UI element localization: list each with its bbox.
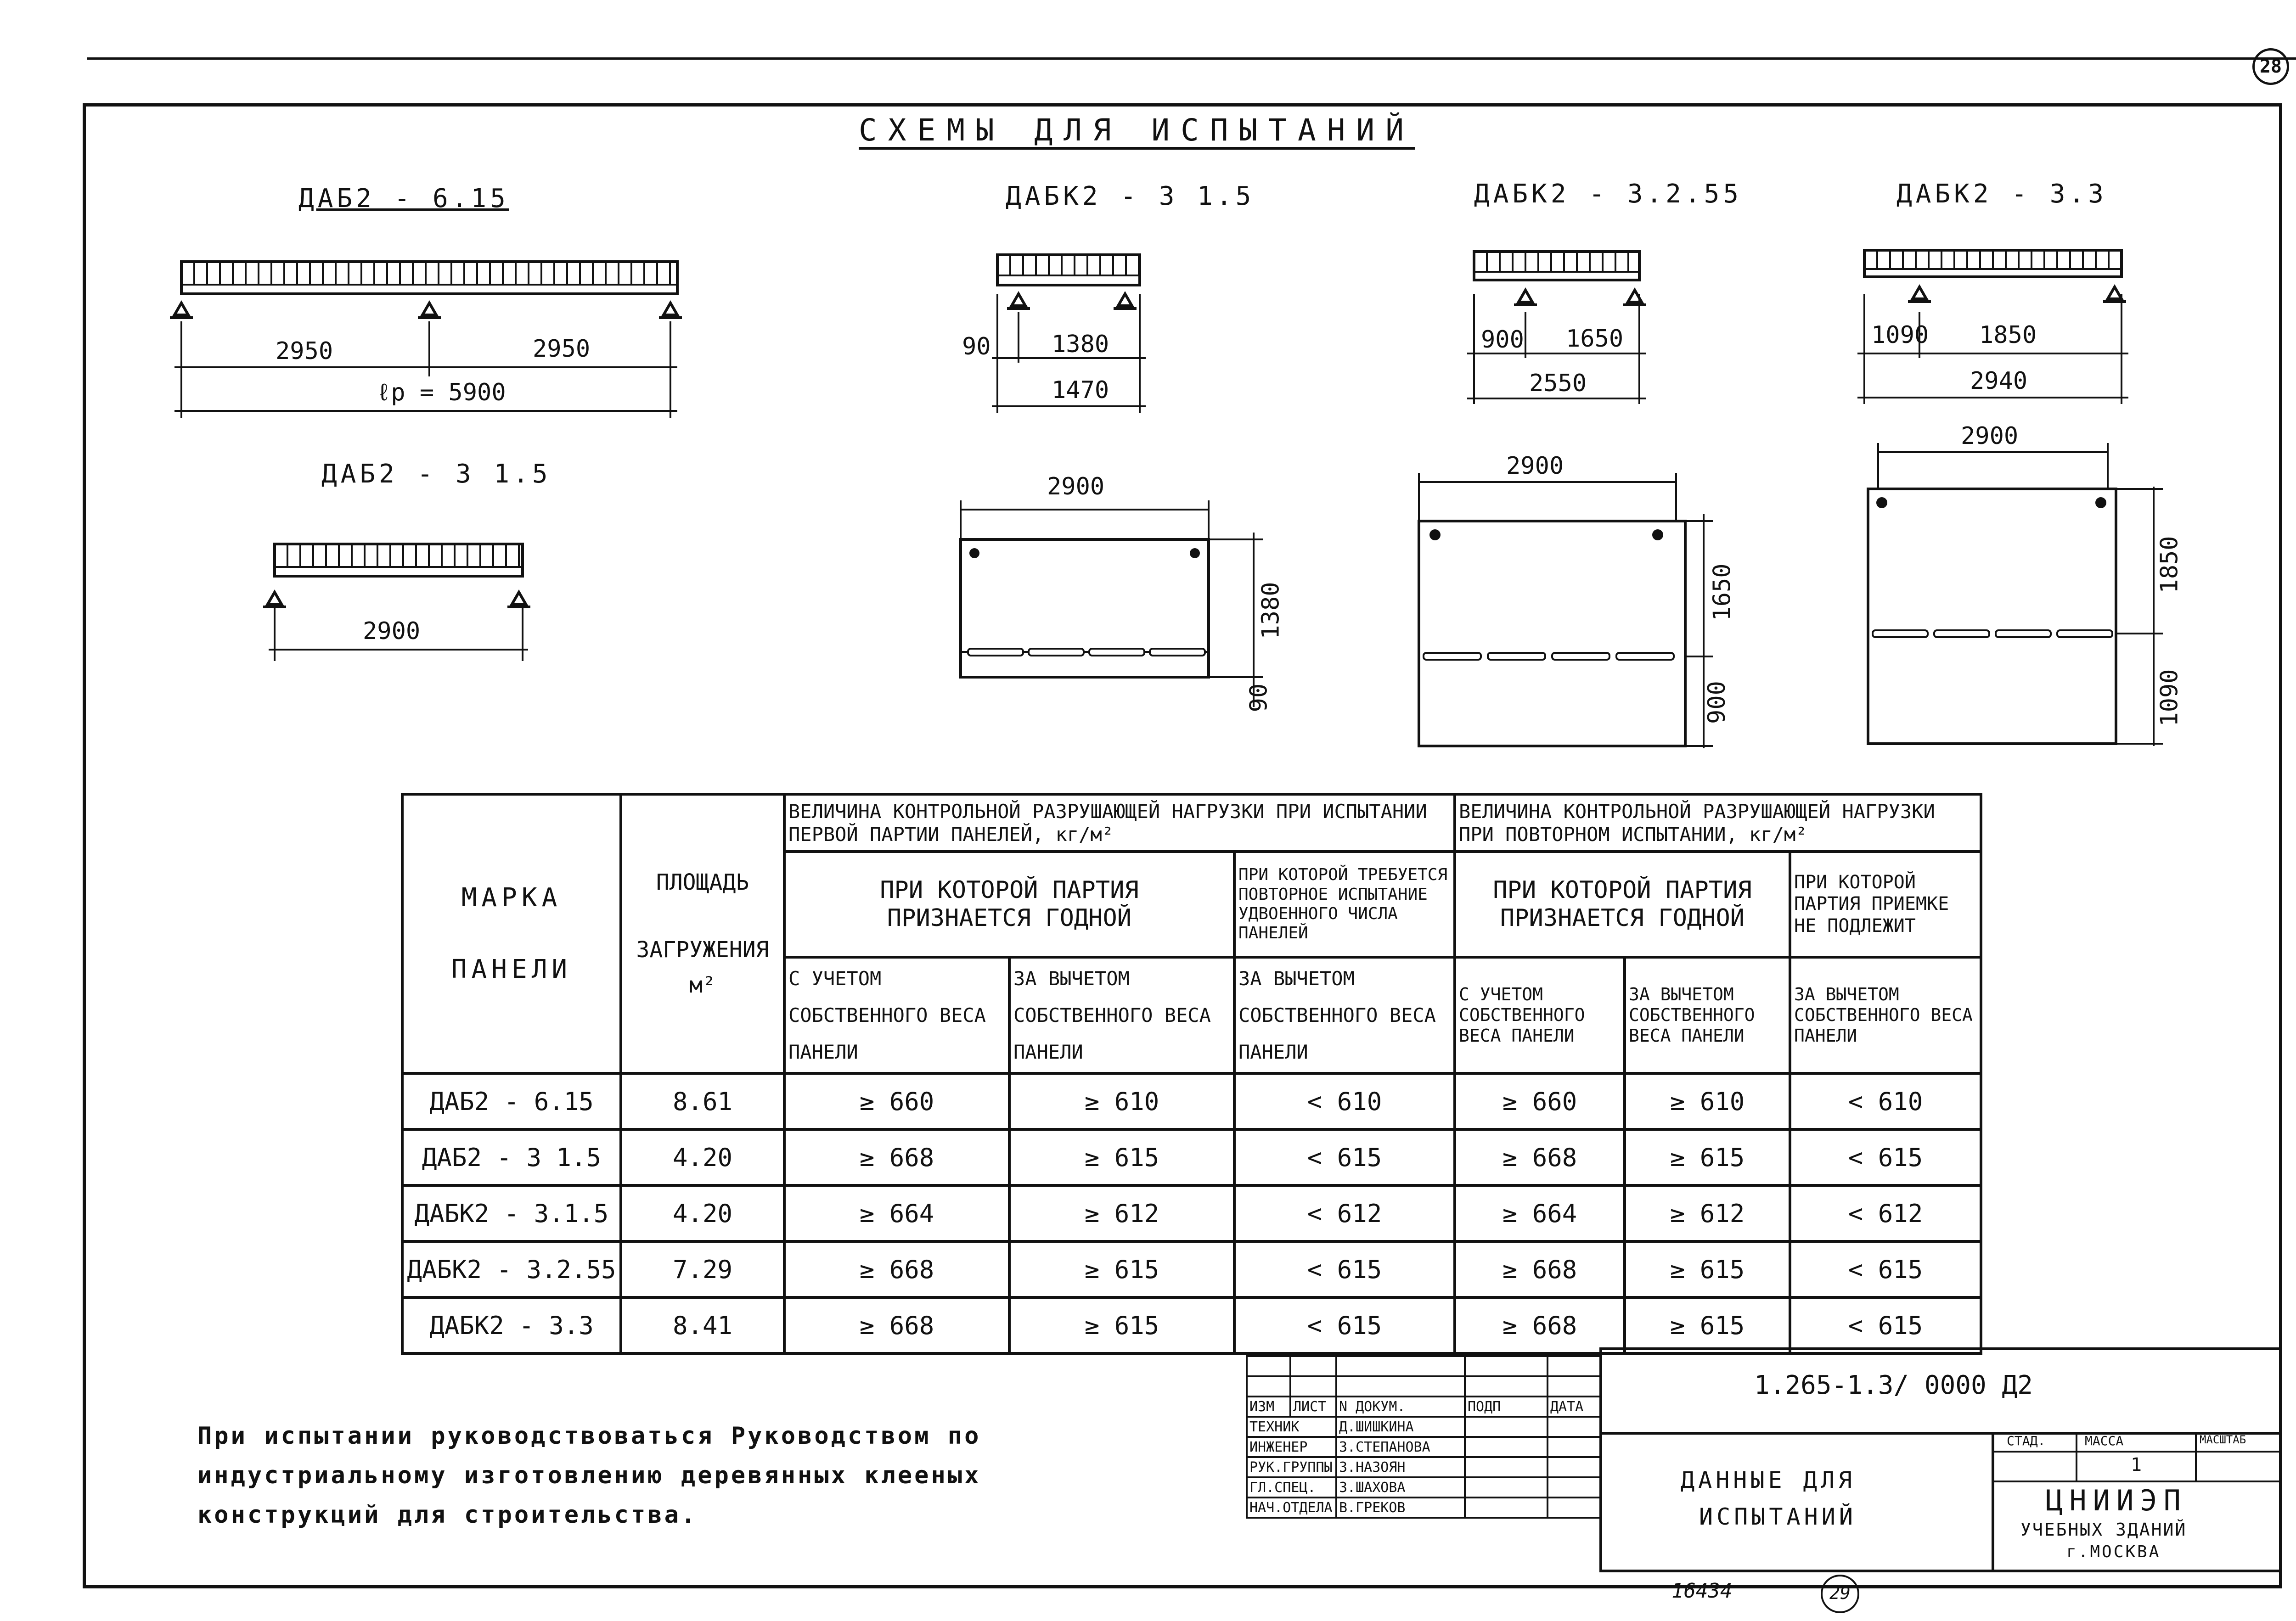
row-value: < 610 (1790, 1073, 1981, 1129)
stamp-org-rule-2 (1992, 1481, 2282, 1482)
row-value: ≥ 668 (1455, 1297, 1625, 1353)
row-value: ≥ 615 (1625, 1297, 1790, 1353)
dim-s4-a: 900 (1481, 326, 1524, 353)
row-value: < 612 (1790, 1185, 1981, 1241)
plan-1 (961, 500, 1263, 707)
stamp-person: З.СТЕПАНОВА (1336, 1437, 1465, 1457)
scheme-label-1: ДАБ2 - 6.15 (298, 184, 509, 213)
row-value: ≥ 664 (1455, 1185, 1625, 1241)
header-group1: ВЕЛИЧИНА КОНТРОЛЬНОЙ РАЗРУШАЮЩЕЙ НАГРУЗКИ ПРИ ИСПЫТАНИИ ПЕРВОЙ ПАРТИИ ПАНЕЛЕЙ, кг/м² (784, 794, 1455, 852)
header-ploshad: ПЛОЩАДЬ (656, 869, 749, 896)
dim-s1-span: ℓр = 5900 (377, 379, 506, 406)
row-area: 8.41 (621, 1297, 784, 1353)
stamp-org-3: г.МОСКВА (2066, 1542, 2161, 1561)
scheme-label-4: ДАБК2 - 3.2.55 (1474, 179, 1743, 209)
row-value: < 615 (1790, 1129, 1981, 1185)
dim-p1-width: 2900 (1047, 473, 1105, 500)
stamp-v-stad: 1 (2131, 1454, 2142, 1475)
row-value: ≥ 660 (784, 1073, 1009, 1129)
stamp-org-rule-1 (1992, 1451, 2282, 1453)
page-title: СХЕМЫ ДЛЯ ИСПЫТАНИЙ (859, 112, 1415, 148)
row-area: 7.29 (621, 1241, 784, 1297)
inventory-number: 16434 (1671, 1579, 1733, 1603)
stamp-org-1: ЦНИИЭП (2046, 1484, 2187, 1517)
row-marka: ДАБК2 - 3.3 (402, 1297, 621, 1353)
row-value: ≥ 615 (1625, 1129, 1790, 1185)
header-zagruzh: ЗАГРУЖЕНИЯ (636, 937, 769, 963)
header-group2: ВЕЛИЧИНА КОНТРОЛЬНОЙ РАЗРУШАЮЩЕЙ НАГРУЗКИ ПРИ ПОВТОРНОМ ИСПЫТАНИИ, кг/м² (1455, 794, 1981, 852)
stamp-role: РУК.ГРУППЫ (1247, 1457, 1336, 1477)
row-value: ≥ 612 (1625, 1185, 1790, 1241)
stamp-person: В.ГРЕКОВ (1336, 1498, 1465, 1518)
stamp-person: З.ШАХОВА (1336, 1477, 1465, 1498)
plan-2 (1419, 473, 1713, 748)
header-marka: МАРКА (461, 883, 562, 913)
stamp-sheet-title-2: ИСПЫТАНИЙ (1699, 1503, 1857, 1530)
row-value: ≥ 668 (1455, 1241, 1625, 1297)
scheme-label-3: ДАБК2 - 3 1.5 (1006, 181, 1255, 211)
note-line-2: индустриальному изготовлению деревянных клееных (197, 1462, 981, 1489)
header-godnoi-1: ПРИ КОТОРОЙ ПАРТИЯ ПРИЗНАЕТСЯ ГОДНОЙ (784, 852, 1234, 957)
dim-s3-b: 1380 (1052, 331, 1109, 358)
dim-p3-h: 1850 (2155, 536, 2183, 594)
row-value: ≥ 612 (1009, 1185, 1234, 1241)
stamp-title-box (1599, 1432, 1994, 1572)
page-circle-number: 29 (1829, 1583, 1851, 1603)
stamp-h-massa: МАССА (2085, 1433, 2124, 1448)
stamp-h-ndok: N ДОКУМ. (1336, 1397, 1465, 1417)
dim-s3-a: 90 (962, 333, 991, 360)
row-value: < 615 (1790, 1297, 1981, 1353)
row-marka: ДАБК2 - 3.1.5 (402, 1185, 621, 1241)
dim-s5-b: 1850 (1979, 321, 2037, 349)
stamp-h-podp: ПОДП (1465, 1397, 1548, 1417)
header-ne-podlezhit: ПРИ КОТОРОЙ ПАРТИЯ ПРИЕМКЕ НЕ ПОДЛЕЖИТ (1790, 852, 1981, 957)
stamp-role: НАЧ.ОТДЕЛА (1247, 1498, 1336, 1518)
row-value: < 610 (1234, 1073, 1455, 1129)
dim-p3-width: 2900 (1961, 422, 2019, 450)
row-marka: ДАБ2 - 3 1.5 (402, 1129, 621, 1185)
row-value: < 615 (1790, 1241, 1981, 1297)
row-value: ≥ 668 (784, 1297, 1009, 1353)
row-value: ≥ 610 (1625, 1073, 1790, 1129)
dim-s4-b: 1650 (1566, 325, 1624, 353)
stamp-table (1246, 1355, 1601, 1519)
table-row (402, 1241, 1981, 1297)
stamp-h-stad: СТАД. (2007, 1433, 2046, 1448)
header-ploshad-cell (621, 794, 784, 1073)
dim-s5-a: 1090 (1871, 321, 1929, 349)
row-marka: ДАБ2 - 6.15 (402, 1073, 621, 1129)
col-3-header: ЗА ВЫЧЕТОМ СОБСТВЕННОГО ВЕСА ПАНЕЛИ (1234, 957, 1455, 1073)
stamp-h-masht: МАСШТАБ (2200, 1433, 2246, 1446)
row-value: ≥ 668 (784, 1241, 1009, 1297)
dim-p2-h2: 900 (1703, 681, 1731, 724)
row-value: ≥ 615 (1009, 1129, 1234, 1185)
stamp-role: ТЕХНИК (1247, 1417, 1336, 1437)
plan-3 (1868, 443, 2163, 746)
stamp-org-div-2 (2195, 1432, 2197, 1482)
row-area: 8.61 (621, 1073, 784, 1129)
stamp-person: З.НАЗОЯН (1336, 1457, 1465, 1477)
row-marka: ДАБК2 - 3.2.55 (402, 1241, 621, 1297)
table-row (402, 1297, 1981, 1353)
stamp-code: 1.265-1.3/ 0000 Д2 (1754, 1370, 2033, 1400)
header-povtor: ПРИ КОТОРОЙ ТРЕБУЕТСЯ ПОВТОРНОЕ ИСПЫТАНИЕ УДВОЕННОГО ЧИСЛА ПАНЕЛЕЙ (1234, 852, 1455, 957)
stamp-h-izm: ИЗМ (1247, 1397, 1290, 1417)
scheme-label-5: ДАБК2 - 3.3 (1896, 179, 2107, 209)
dim-s4-c: 2550 (1529, 370, 1587, 397)
row-value: < 615 (1234, 1129, 1455, 1185)
dim-s3-c: 1470 (1052, 376, 1109, 404)
row-value: ≥ 615 (1009, 1297, 1234, 1353)
scheme-label-2: ДАБ2 - 3 1.5 (321, 459, 551, 489)
note-line-1: При испытании руководствоваться Руководством по (197, 1422, 981, 1450)
dim-p2-h: 1650 (1708, 563, 1736, 621)
stamp-role: ГЛ.СПЕЦ. (1247, 1477, 1336, 1498)
row-value: ≥ 664 (784, 1185, 1009, 1241)
dim-p3-h2: 1090 (2155, 669, 2183, 727)
stamp-h-data: ДАТА (1548, 1397, 1600, 1417)
col-2-header: ЗА ВЫЧЕТОМ СОБСТВЕННОГО ВЕСА ПАНЕЛИ (1009, 957, 1234, 1073)
dim-s5-c: 2940 (1970, 367, 2028, 395)
row-value: ≥ 668 (1455, 1129, 1625, 1185)
header-paneli: ПАНЕЛИ (451, 954, 572, 985)
stamp-person: Д.ШИШКИНА (1336, 1417, 1465, 1437)
table-row (402, 1073, 1981, 1129)
table-row (402, 1185, 1981, 1241)
stamp-org-div-1 (2076, 1432, 2077, 1482)
row-value: ≥ 615 (1625, 1241, 1790, 1297)
col-5-header: ЗА ВЫЧЕТОМ СОБСТВЕННОГО ВЕСА ПАНЕЛИ (1625, 957, 1790, 1073)
row-value: < 615 (1234, 1241, 1455, 1297)
header-m2: м² (689, 972, 716, 998)
row-area: 4.20 (621, 1185, 784, 1241)
col-6-header: ЗА ВЫЧЕТОМ СОБСТВЕННОГО ВЕСА ПАНЕЛИ (1790, 957, 1981, 1073)
dim-p1-h: 1380 (1257, 582, 1285, 639)
row-value: ≥ 660 (1455, 1073, 1625, 1129)
dim-s2: 2900 (363, 617, 421, 645)
row-area: 4.20 (621, 1129, 784, 1185)
stamp-org-2: УЧЕБНЫХ ЗДАНИЙ (2020, 1520, 2187, 1540)
table-row (402, 1129, 1981, 1185)
note-line-3: конструкций для строительства. (197, 1501, 698, 1529)
row-value: ≥ 668 (784, 1129, 1009, 1185)
col-1-header: С УЧЕТОМ СОБСТВЕННОГО ВЕСА ПАНЕЛИ (784, 957, 1009, 1073)
row-value: < 612 (1234, 1185, 1455, 1241)
dim-s1-a: 2950 (276, 337, 333, 365)
header-marka-cell (402, 794, 621, 1073)
load-hatching (194, 250, 2109, 567)
row-value: ≥ 610 (1009, 1073, 1234, 1129)
stamp-h-list: ЛИСТ (1290, 1397, 1336, 1417)
dim-p2-width: 2900 (1506, 452, 1564, 480)
row-value: ≥ 615 (1009, 1241, 1234, 1297)
stamp-role: ИНЖЕНЕР (1247, 1437, 1336, 1457)
row-value: < 615 (1234, 1297, 1455, 1353)
test-load-table (401, 793, 1982, 1355)
sheet-number: 28 (2259, 56, 2282, 77)
dim-s1-b: 2950 (533, 335, 591, 363)
header-godnoi-2: ПРИ КОТОРОЙ ПАРТИЯ ПРИЗНАЕТСЯ ГОДНОЙ (1455, 852, 1790, 957)
col-4-header: С УЧЕТОМ СОБСТВЕННОГО ВЕСА ПАНЕЛИ (1455, 957, 1625, 1073)
stamp-sheet-title-1: ДАННЫЕ ДЛЯ (1681, 1467, 1856, 1493)
dim-p1-h2: 90 (1245, 683, 1273, 712)
